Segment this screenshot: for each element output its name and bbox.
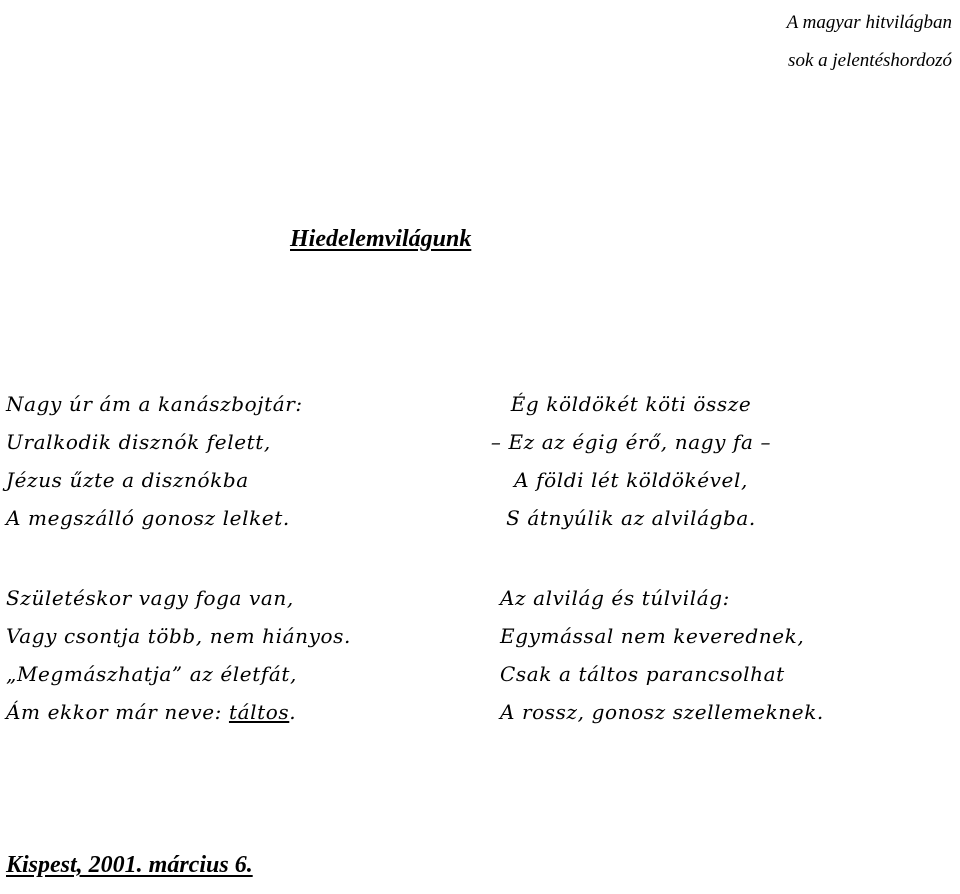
poem-line [6, 693, 351, 731]
poem-line: Az alvilág és túlvilág: [500, 586, 730, 610]
stanza-2 [466, 385, 796, 537]
epigraph [787, 4, 952, 80]
stanza-4 [500, 579, 824, 731]
poem-line-text: Ám ekkor már neve: [6, 700, 229, 724]
poem-line: Vagy csontja több, nem hiányos. [6, 624, 351, 648]
poem-line: S átnyúlik az alvilágba. [506, 506, 756, 530]
line-punctuation: . [289, 700, 297, 724]
epigraph-line: sok a jelentéshordozó [788, 50, 952, 71]
poem-line: Uralkodik disznók felett, [6, 430, 271, 454]
epigraph-line: A magyar hitvilágban [786, 12, 952, 33]
poem-line: – Ez az égig érő, nagy fa – [490, 430, 772, 454]
poem-line: Születéskor vagy foga van, [6, 586, 294, 610]
poem-title: Hiedelemvilágunk [290, 226, 472, 252]
poem-line: Egymással nem keverednek, [500, 624, 805, 648]
poem-line: Csak a táltos parancsolhat [500, 662, 785, 686]
poem-line: Nagy úr ám a kanászbojtár: [6, 392, 303, 416]
stanza-3 [6, 579, 351, 731]
signature-place-date: Kispest, 2001. március 6. [6, 852, 253, 878]
poem-line: A rossz, gonosz szellemeknek. [500, 700, 824, 724]
poem-line: Ég köldökét köti össze [510, 392, 752, 416]
emphasized-word: táltos [228, 700, 290, 724]
poem-line: Jézus űzte a disznókba [6, 468, 249, 492]
poem-line: A földi lét köldökével, [514, 468, 748, 492]
stanza-1 [6, 385, 303, 537]
poem-line: A megszálló gonosz lelket. [6, 506, 290, 530]
poem-line: „Megmászhatja” az életfát, [6, 662, 297, 686]
